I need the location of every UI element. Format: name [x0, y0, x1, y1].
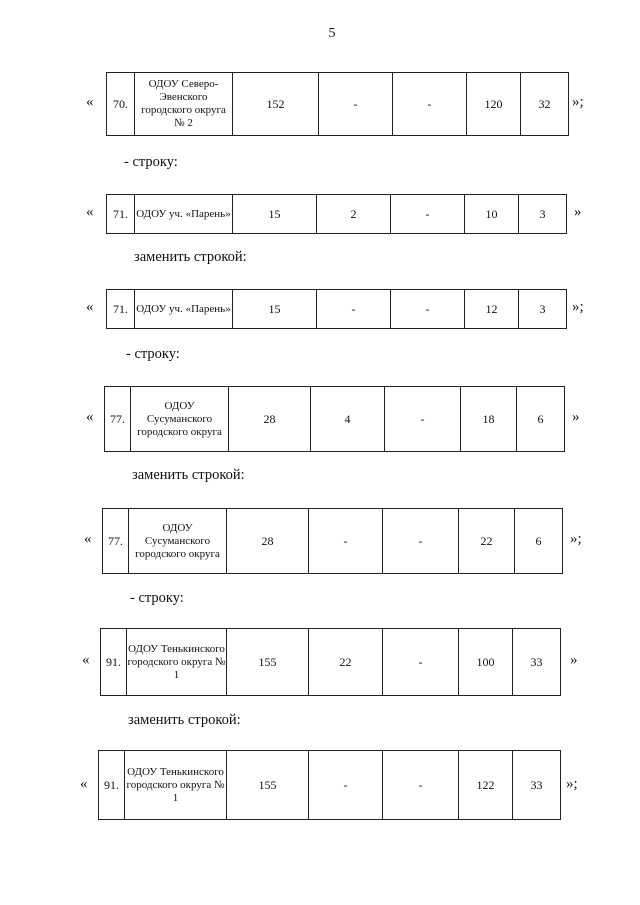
quote-close: »;: [572, 299, 584, 315]
cell-total: 15: [233, 195, 317, 234]
institution-name: ОДОУ Тенькинского городского округа № 1: [127, 629, 227, 696]
cell-col4: 120: [467, 73, 521, 136]
cell-col5: 32: [521, 73, 569, 136]
cell-col5: 33: [513, 751, 561, 820]
row-number: 91.: [99, 751, 125, 820]
quote-close: »;: [566, 776, 578, 792]
institution-name: ОДОУ уч. «Парень»: [135, 290, 233, 329]
quote-open: «: [86, 299, 94, 315]
quote-open: «: [80, 776, 88, 792]
cell-col5: 33: [513, 629, 561, 696]
quote-close: »: [572, 409, 580, 425]
cell-col4: 122: [459, 751, 513, 820]
cell-col2: -: [319, 73, 393, 136]
replacement-table-row: [106, 72, 569, 136]
quote-close: »: [574, 204, 582, 220]
cell-col4: 12: [465, 290, 519, 329]
cell-col5: 6: [515, 509, 563, 574]
cell-col4: 22: [459, 509, 515, 574]
row-number: 77.: [103, 509, 129, 574]
cell-col3: -: [391, 290, 465, 329]
cell-col5: 6: [517, 387, 565, 452]
cell-col4: 18: [461, 387, 517, 452]
quote-close: »;: [572, 94, 584, 110]
cell-total: 155: [227, 629, 309, 696]
institution-name: ОДОУ Тенькинского городского округа № 1: [125, 751, 227, 820]
instruction-line: заменить строкой:: [132, 467, 245, 483]
cell-total: 15: [233, 290, 317, 329]
institution-name: ОДОУ уч. «Парень»: [135, 195, 233, 234]
replacement-table-row: [104, 386, 565, 452]
instruction-line: заменить строкой:: [128, 712, 241, 728]
cell-col3: -: [391, 195, 465, 234]
cell-col3: -: [383, 509, 459, 574]
cell-total: 28: [227, 509, 309, 574]
cell-col3: -: [393, 73, 467, 136]
instruction-line: - строку:: [126, 346, 180, 362]
page-number: 5: [328, 26, 336, 41]
quote-open: «: [84, 531, 92, 547]
replacement-table-row: [98, 750, 561, 820]
instruction-line: - строку:: [124, 154, 178, 170]
cell-col4: 100: [459, 629, 513, 696]
cell-col2: 22: [309, 629, 383, 696]
replacement-table-row: [100, 628, 561, 696]
cell-col2: -: [317, 290, 391, 329]
instruction-line: - строку:: [130, 590, 184, 606]
quote-close: »: [570, 652, 578, 668]
institution-name: ОДОУ Сусуманского городского округа: [131, 387, 229, 452]
row-number: 71.: [107, 195, 135, 234]
instruction-line: заменить строкой:: [134, 249, 247, 265]
cell-col2: -: [309, 751, 383, 820]
quote-close: »;: [570, 531, 582, 547]
cell-col5: 3: [519, 195, 567, 234]
replacement-table-row: [106, 289, 567, 329]
replacement-table-row: [106, 194, 567, 234]
cell-col3: -: [385, 387, 461, 452]
institution-name: ОДОУ Сусуманского городского округа: [129, 509, 227, 574]
cell-total: 152: [233, 73, 319, 136]
cell-col2: 2: [317, 195, 391, 234]
cell-total: 155: [227, 751, 309, 820]
quote-open: «: [86, 409, 94, 425]
replacement-table-row: [102, 508, 563, 574]
cell-col3: -: [383, 629, 459, 696]
institution-name: ОДОУ Северо-Эвенского городского округа № 2: [135, 73, 233, 136]
quote-open: «: [86, 204, 94, 220]
quote-open: «: [82, 652, 90, 668]
cell-col2: -: [309, 509, 383, 574]
cell-col3: -: [383, 751, 459, 820]
row-number: 70.: [107, 73, 135, 136]
cell-col4: 10: [465, 195, 519, 234]
cell-col2: 4: [311, 387, 385, 452]
cell-total: 28: [229, 387, 311, 452]
row-number: 71.: [107, 290, 135, 329]
quote-open: «: [86, 94, 94, 110]
cell-col5: 3: [519, 290, 567, 329]
row-number: 77.: [105, 387, 131, 452]
row-number: 91.: [101, 629, 127, 696]
